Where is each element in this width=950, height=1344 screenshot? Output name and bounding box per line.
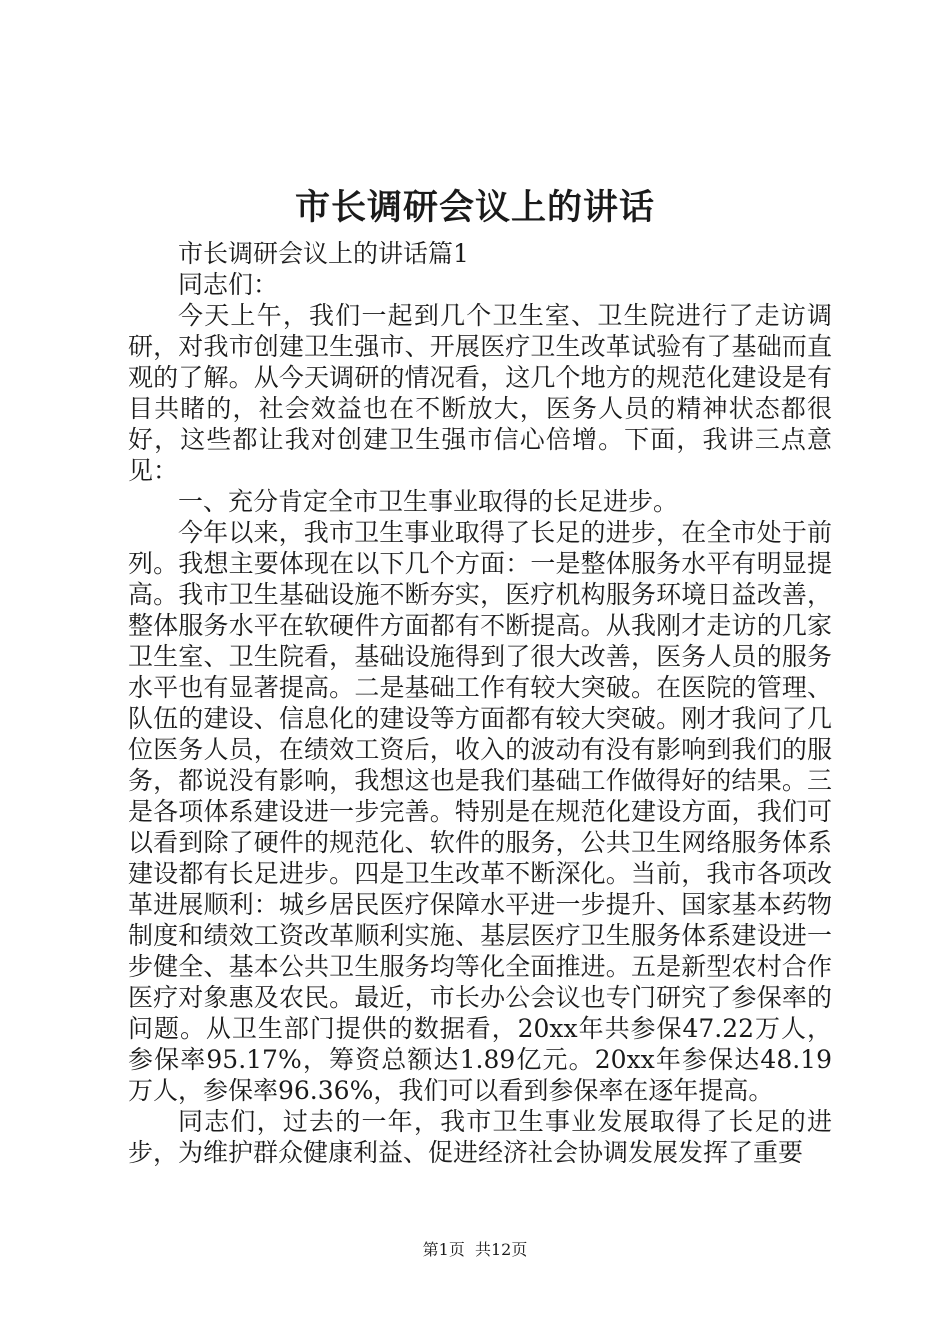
paragraph-closing: 同志们，过去的一年，我市卫生事业发展取得了长足的进步，为维护群众健康利益、促进经济社会协调发展发挥了重要 — [128, 1107, 832, 1167]
document-body — [128, 238, 832, 1168]
document-title: 市长调研会议上的讲话 — [294, 187, 655, 228]
paragraph-section-heading: 一、充分肯定全市卫生事业取得的长足进步。 — [178, 487, 679, 516]
paragraph-salutation: 同志们： — [178, 270, 279, 299]
page-number: 第1页 共12页 — [422, 1240, 528, 1259]
page-footer — [0, 1238, 950, 1262]
paragraph-intro: 今天上午，我们一起到几个卫生室、卫生院进行了走访调研，对我市创建卫生强市、开展医疗卫生改革试验有了基础而直观的了解。从今天调研的情况看，这几个地方的规范化建设是有目共睹的，社会效益也在不断放大，医务人员的精神状态都很好，这些都让我对创建卫生强市信心倍增。下面，我讲三点意见： — [128, 301, 832, 485]
paragraph-main: 今年以来，我市卫生事业取得了长足的进步，在全市处于前列。我想主要体现在以下几个方面：一是整体服务水平有明显提高。我市卫生基础设施不断夯实，医疗机构服务环境日益改善，整体服务水平在软硬件方面都有不断提高。从我刚才走访的几家卫生室、卫生院看，基础设施得到了很大改善，医务人员的服务水平也有显著提高。二是基础工作有较大突破。在医院的管理、队伍的建设、信息化的建设等方面都有较大突破。刚才我问了几位医务人员，在绩效工资后，收入的波动有没有影响到我们的服务，都说没有影响，我想这也是我们基础工作做得好的结果。三是各项体系建设进一步完善。特别是在规范化建设方面，我们可以看到除了硬件的规范化、软件的服务，公共卫生网络服务体系建设都有长足进步。四是卫生改革不断深化。当前，我市各项改革进展顺利：城乡居民医疗保障水平进一步提升、国家基本药物制度和绩效工资改革顺利实施、基层医疗卫生服务体系建设进一步健全、基本公共卫生服务均等化全面推进。五是新型农村合作医疗对象惠及农民。最近，市长办公会议也专门研究了参保率的问题。从卫生部门提供的数据看，20xx年共参保47.22万人，参保率95.17%，筹资总额达1.89亿元。20xx年参保达48.19万人，参保率96.36%，我们可以看到参保率在逐年提高。 — [128, 518, 832, 1105]
paragraph-heading: 市长调研会议上的讲话篇1 — [178, 239, 469, 268]
